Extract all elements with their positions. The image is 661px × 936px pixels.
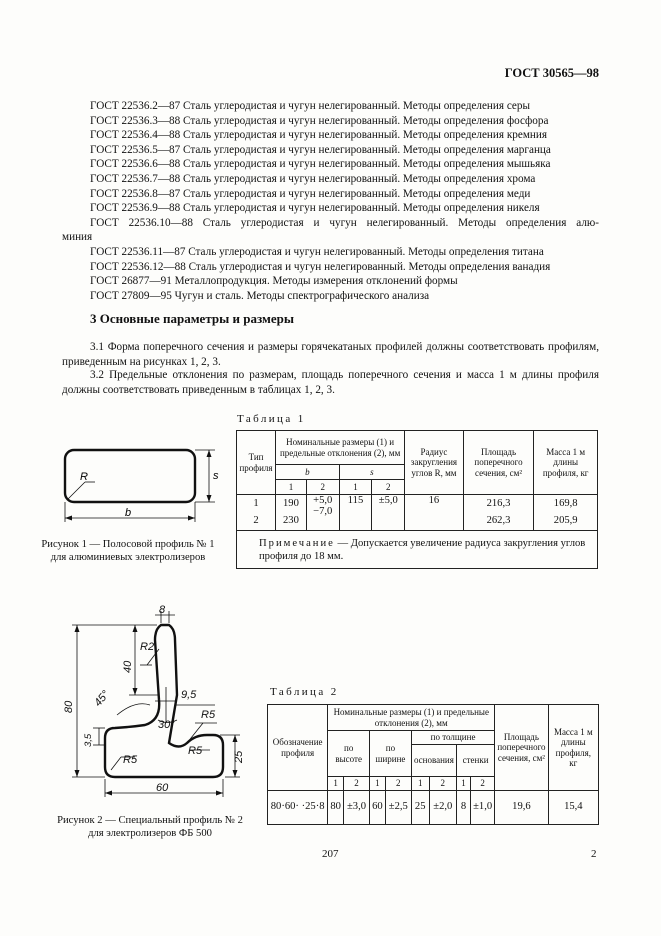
t1-note: Примечание — Допускается увеличение радиуса закругления углов профиля до 18 мм. [237, 531, 598, 569]
t2-cell: 60 [370, 791, 386, 825]
t2-subheader: 1 [456, 777, 470, 791]
dim-angle-45: 45° [92, 688, 112, 709]
t1-cell: 1 [237, 495, 276, 513]
paragraph-3-1: 3.1 Форма поперечного сечения и размеры горячекатаных профилей должны соответствовать профилям, приведенным на рисунках 1, 2, 3. [62, 341, 599, 368]
t2-subheader: 1 [411, 777, 429, 791]
reference-item: ГОСТ 22536.11—87 Сталь углеродистая и чугун нелегированный. Методы определения титана [90, 245, 544, 258]
t2-cell: ±1,0 [471, 791, 495, 825]
t2-subheader: 2 [385, 777, 411, 791]
t1-cell: ±5,0 [372, 495, 405, 531]
dim-radius-left: R5 [123, 754, 138, 766]
reference-item: ГОСТ 22536.3—88 Сталь углеродистая и чугун нелегированный. Методы определения фосфора [90, 114, 549, 127]
table-row [237, 495, 598, 513]
reference-item: ГОСТ 22536.9—88 Сталь углеродистая и чугун нелегированный. Методы определения никеля [90, 202, 540, 215]
t2-header-base: основания [411, 745, 456, 777]
reference-item: ГОСТ 22536.10—88 Сталь углеродистая и чугун нелегированный. Методы определения алю- [90, 216, 599, 229]
t1-header-radius: Радиус закругления углов R, мм [405, 431, 463, 495]
t2-subheader: 2 [429, 777, 456, 791]
t2-cell: 8 [456, 791, 470, 825]
dim-angle-30: 30° [158, 719, 175, 731]
t1-cell-b-tolerance: +5,0 −7,0 [306, 495, 339, 531]
t2-cell-designation: 80·60· ·25·8 [268, 791, 328, 825]
thickness-label: s [213, 470, 219, 482]
t1-header-type: Тип профиля [237, 431, 276, 495]
t2-cell: ±2,5 [385, 791, 411, 825]
figure-1-caption: Рисунок 1 — Полосовой профиль № 1 для алюминиевых электролизеров [41, 539, 215, 563]
t2-header-thickness: по толщине [411, 731, 494, 745]
t1-cell: 190 [276, 495, 307, 513]
t1-cell: 205,9 [534, 513, 598, 531]
t1-subheader: 1 [339, 480, 372, 495]
page-number-right: 2 [591, 848, 597, 860]
figure-2-drawing [55, 605, 255, 805]
reference-item: ГОСТ 22536.12—88 Сталь углеродистая и чугун нелегированный. Методы определения ванадия [90, 260, 551, 273]
t2-cell: 15,4 [548, 791, 598, 825]
page-number-center: 207 [322, 848, 339, 860]
t2-cell: ±2,0 [429, 791, 456, 825]
reference-item: ГОСТ 22536.5—87 Сталь углеродистая и чугун нелегированный. Методы определения марганца [90, 143, 551, 156]
dim-flange-thickness: 3,5 [83, 733, 94, 747]
t1-cell: 230 [276, 513, 307, 531]
t1-subheader: 2 [306, 480, 339, 495]
t1-cell: 2 [237, 513, 276, 531]
t2-subheader: 1 [328, 777, 344, 791]
reference-item: ГОСТ 27809—95 Чугун и сталь. Методы спектрографического анализа [90, 289, 430, 302]
paragraph-3-2: 3.2 Предельные отклонения по размерам, площадь поперечного сечения и масса 1 м длины профиля должны соответствовать приведенным в таблицах 1, 2, 3. [62, 369, 599, 396]
dim-radius-inner: R5 [188, 745, 203, 757]
reference-list [62, 99, 599, 303]
dim-base-width: 60 [156, 782, 169, 794]
dim-wall-width: 9,5 [181, 689, 197, 701]
dim-radius-top: R2 [140, 641, 155, 653]
reference-item-continued: миния [62, 231, 93, 244]
table-row [268, 791, 599, 825]
width-label: b [125, 507, 132, 519]
t1-cell: 16 [405, 495, 463, 531]
t1-cell: 115 [339, 495, 372, 531]
reference-item: ГОСТ 22536.6—88 Сталь углеродистая и чугун нелегированный. Методы определения мышьяка [90, 158, 551, 171]
t2-header-width: по ширине [370, 731, 412, 777]
reference-item: ГОСТ 22536.7—88 Сталь углеродистая и чугун нелегированный. Методы определения хрома [90, 172, 536, 185]
t2-cell: 25 [411, 791, 429, 825]
t1-cell: 216,3 [463, 495, 534, 513]
reference-item: ГОСТ 22536.4—88 Сталь углеродистая и чугун нелегированный. Методы определения кремния [90, 129, 548, 142]
table-1 [236, 430, 598, 569]
t1-cell: 169,8 [534, 495, 598, 513]
radius-label: R [80, 471, 88, 483]
reference-item: ГОСТ 26877—91 Металлопродукция. Методы измерения отклонений формы [90, 275, 458, 288]
t1-header-s: s [339, 465, 405, 480]
t2-cell: 19,6 [495, 791, 548, 825]
t2-subheader: 1 [370, 777, 386, 791]
t2-subheader: 2 [343, 777, 369, 791]
reference-item: ГОСТ 22536.2—87 Сталь углеродистая и чугун нелегированный. Методы определения серы [90, 100, 531, 112]
t2-header-mass: Масса 1 м длины профиля, кг [548, 705, 598, 791]
t1-header-nominal: Номинальные размеры (1) и предельные отклонения (2), мм [276, 431, 405, 465]
dim-total-height: 80 [63, 700, 75, 713]
document-code: ГОСТ 30565—98 [504, 66, 599, 80]
figure-2-caption: Рисунок 2 — Специальный профиль № 2 для электролизеров ФБ 500 [57, 815, 243, 839]
t1-header-mass: Масса 1 м длины профиля, кг [534, 431, 598, 495]
dim-top-width: 8 [159, 605, 166, 616]
reference-item: ГОСТ 22536.8—87 Сталь углеродистая и чугун нелегированный. Методы определения меди [90, 187, 531, 200]
t1-header-b: b [276, 465, 340, 480]
t1-header-area: Площадь поперечного сечения, см² [463, 431, 534, 495]
t2-header-wall: стенки [456, 745, 494, 777]
section-title: 3 Основные параметры и размеры [90, 311, 295, 326]
t1-subheader: 2 [372, 480, 405, 495]
table-2 [267, 704, 599, 825]
t2-header-designation: Обозначение профиля [268, 705, 328, 791]
table-1-caption: Таблица 1 [237, 413, 306, 425]
t2-cell: 80 [328, 791, 344, 825]
t2-header-height: по высоте [328, 731, 370, 777]
t1-subheader: 1 [276, 480, 307, 495]
t1-cell: 262,3 [463, 513, 534, 531]
dim-stem-height: 40 [122, 660, 134, 673]
dim-base-height: 25 [233, 750, 245, 763]
figure-1-drawing [55, 440, 225, 530]
t2-cell: ±3,0 [343, 791, 369, 825]
t2-header-nominal: Номинальные размеры (1) и предельные отклонения (2), мм [328, 705, 495, 731]
t2-subheader: 2 [471, 777, 495, 791]
t2-header-area: Площадь поперечного сечения, см² [495, 705, 548, 791]
table-2-caption: Таблица 2 [270, 686, 339, 698]
dim-radius-right: R5 [201, 709, 216, 721]
